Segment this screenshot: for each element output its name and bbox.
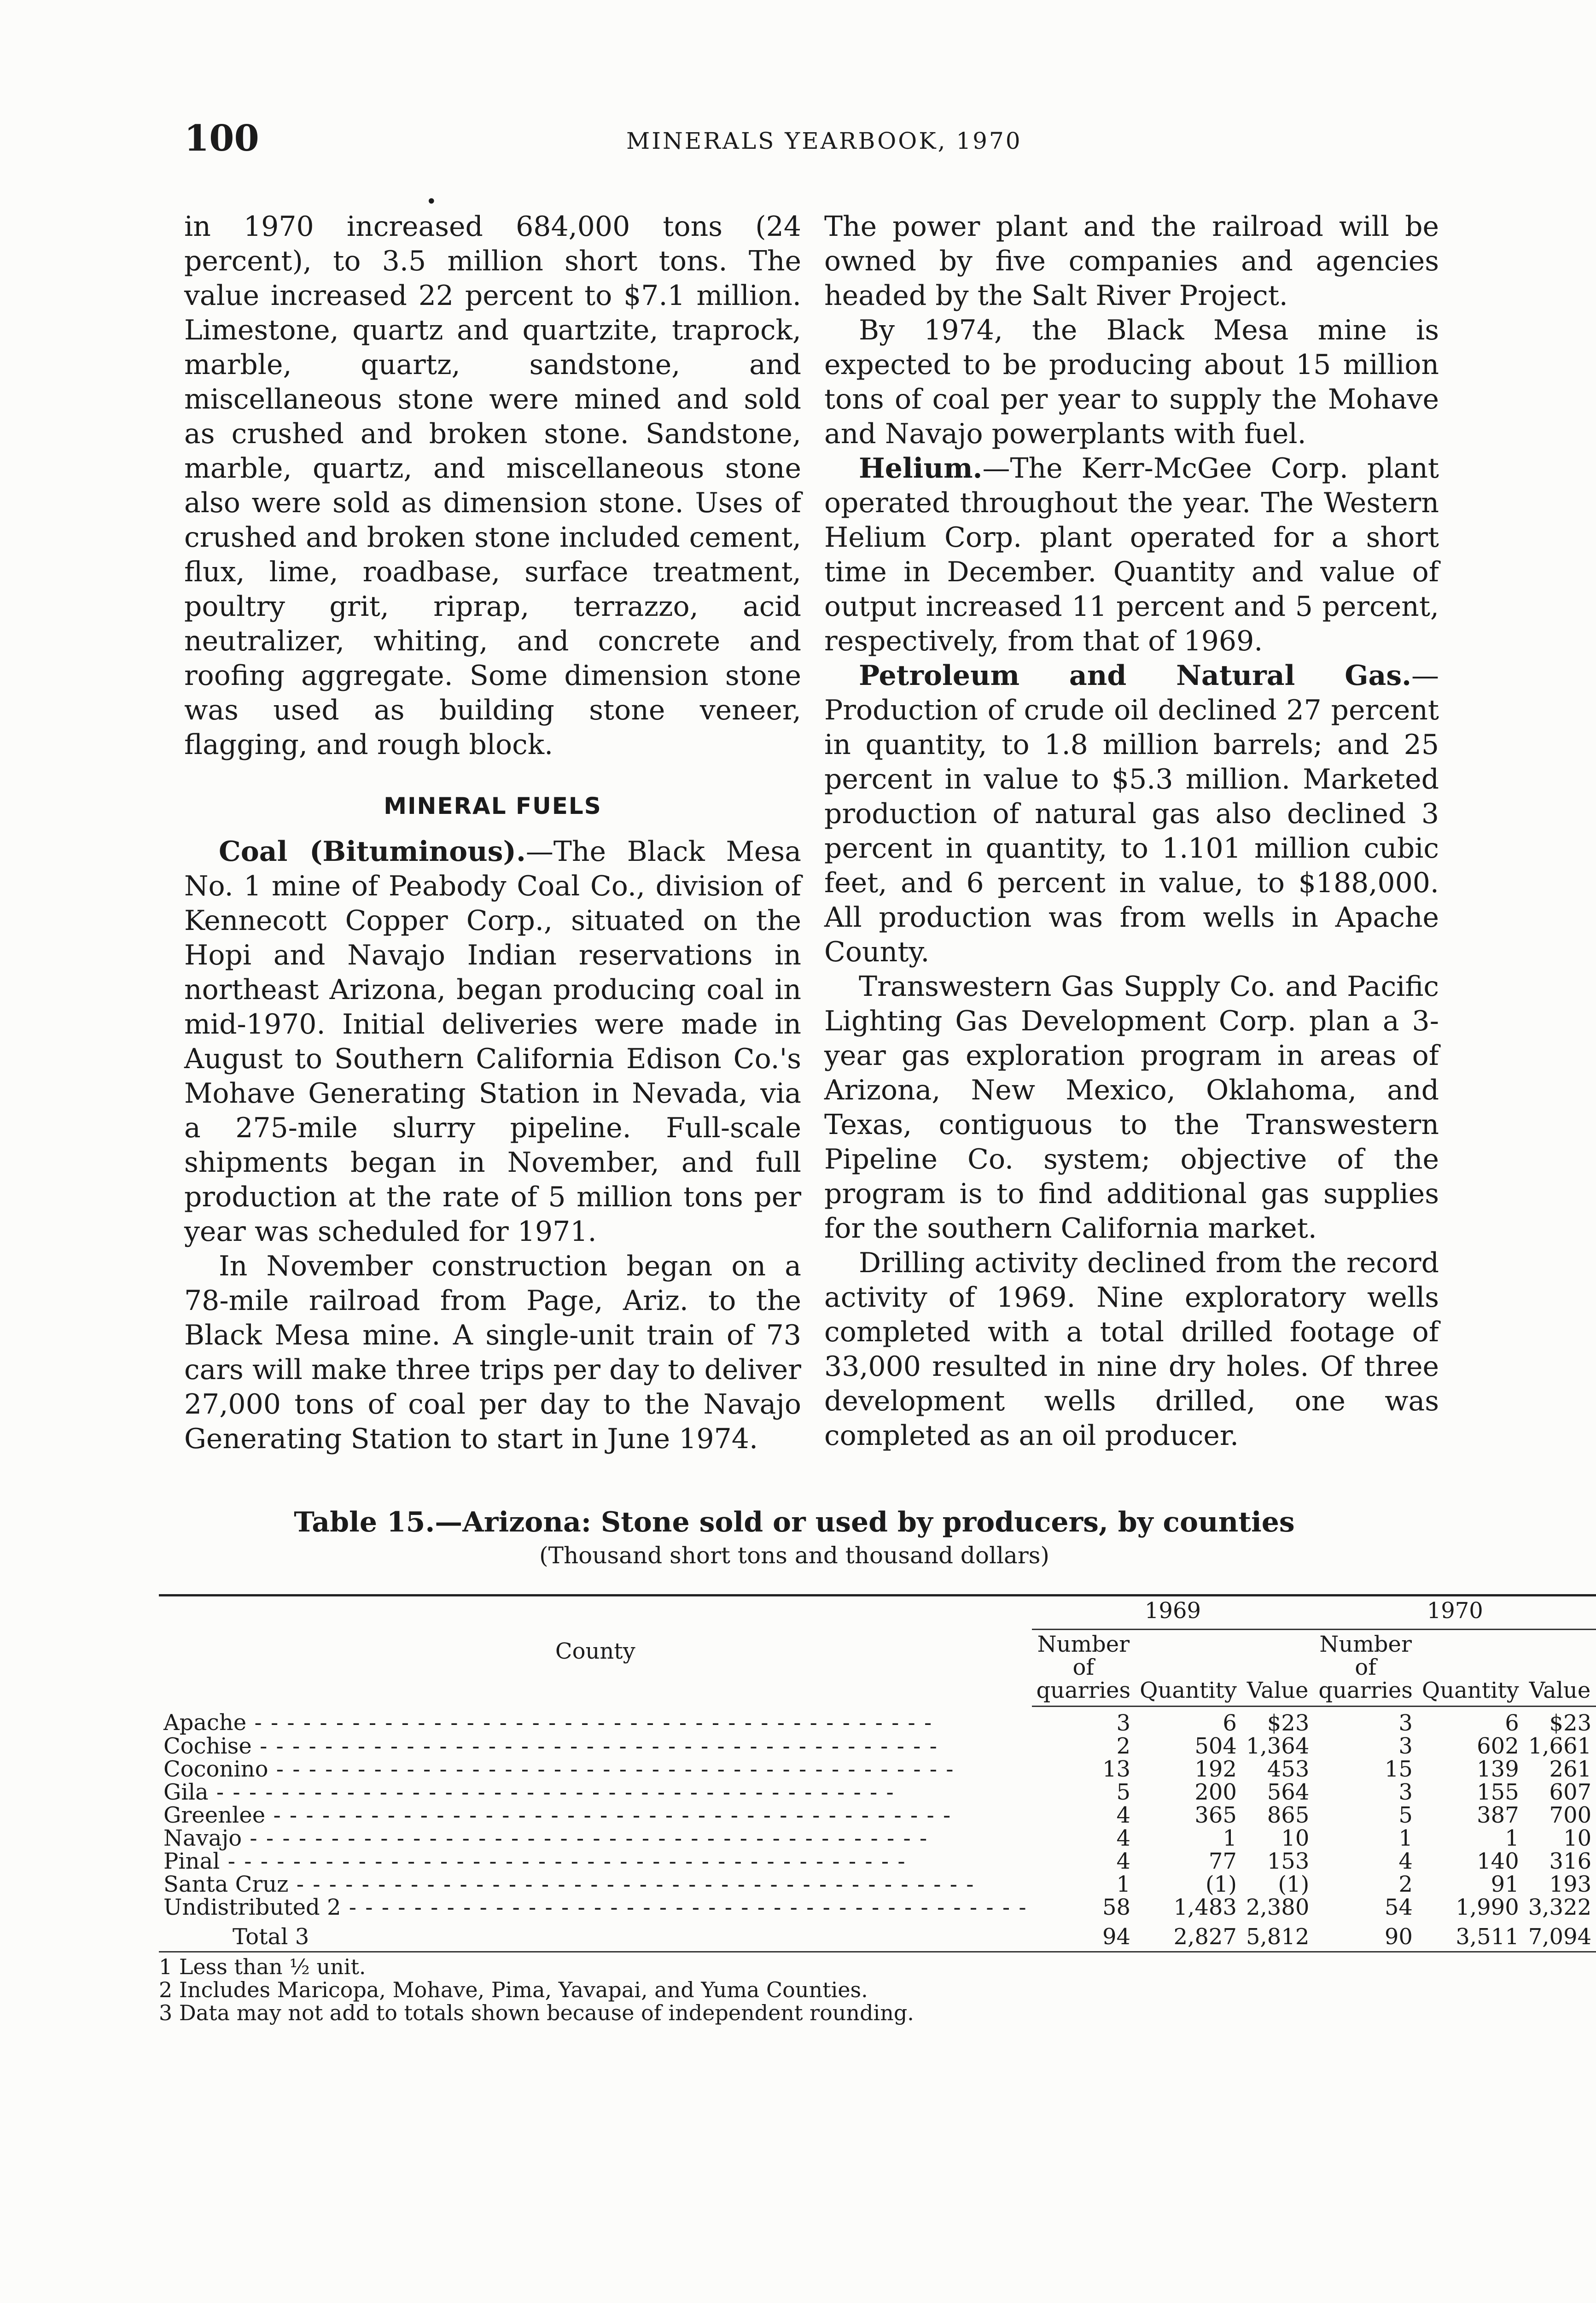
page-number: 100 — [184, 117, 259, 159]
table-cell: 200 — [1194, 1779, 1237, 1805]
table-cell: 387 — [1477, 1802, 1519, 1828]
left-column — [184, 210, 801, 1456]
table-cell: 1,661 — [1528, 1733, 1592, 1759]
quantity-header: Quantity — [1135, 1630, 1241, 1707]
table-cell: 77 — [1208, 1848, 1237, 1874]
section-heading: MINERAL FUELS — [384, 793, 602, 819]
paragraph: Drilling activity declined from the record activity of 1969. Nine exploratory wells completed with a total drilled footage of 33,000 resulted in nine dry holes. Of three development wells drilled, one was completed as an oil producer. — [824, 1247, 1439, 1452]
total-cell: 2,827 — [1135, 1919, 1241, 1952]
table-cell: 13 — [1102, 1756, 1131, 1782]
table-cell: 3 — [1398, 1779, 1413, 1805]
table-cell: 15 — [1384, 1756, 1413, 1782]
county-cell: Cochise - - - — [159, 1735, 1032, 1758]
table-row — [159, 1707, 1596, 1735]
table-cell: 564 — [1267, 1779, 1310, 1805]
table-cell: 3 — [1398, 1733, 1413, 1759]
paragraph: Transwestern Gas Supply Co. and Pacific Lighting Gas Development Corp. plan a 3-year gas exploration program in areas of Arizona, New Mexico, Oklahoma, and Texas, contiguous to the Transwestern Pipeline Co. system; objective of the program is to find additional gas supplies for the southern California market. — [824, 970, 1439, 1245]
paragraph-helium — [824, 451, 1439, 659]
paragraph-text: —The Black Mesa No. 1 mine of Peabody Coal Co., division of Kennecott Copper Corp., situated on the Hopi and Navajo Indian reservations in northeast Arizona, began producing coal in mid-1970. Initial deliveries were made in August to Southern California Edison Co.'s Mohave Generating Station in Nevada, via a 275-mile slurry pipeline. Full-scale shipments began in November, and full production at the rate of 5 million tons per year was scheduled for 1971. — [184, 836, 801, 1248]
total-cell: 7,094 — [1524, 1919, 1596, 1952]
table-15 — [159, 1506, 1592, 2025]
table-cell: 365 — [1194, 1802, 1237, 1828]
number-header: Number of quarries — [1032, 1630, 1136, 1707]
paragraph-text: —The Kerr-McGee Corp. plant operated throughout the year. The Western Helium Corp. plant operated for a short time in December. Quantity and value of output increased 11 percent and 5 percent, respectively, from that of 1969. — [824, 452, 1439, 657]
table-cell: 1 — [1505, 1825, 1519, 1851]
paragraph-petroleum — [824, 659, 1439, 970]
table-cell: 140 — [1477, 1848, 1519, 1874]
paragraph: The power plant and the railroad will be owned by five companies and agencies headed by the Salt River Project. — [824, 210, 1439, 312]
footnotes — [159, 1955, 1430, 2024]
table-cell: 1,483 — [1173, 1894, 1237, 1920]
table-cell: 2,380 — [1246, 1894, 1310, 1920]
table-cell: 700 — [1549, 1802, 1592, 1828]
table-cell: 5 — [1116, 1779, 1131, 1805]
county-cell: Greenlee - - - — [159, 1804, 1032, 1827]
county-cell: Gila - - - — [159, 1781, 1032, 1804]
table-cell: 153 — [1267, 1848, 1310, 1874]
table-cell: 3,322 — [1528, 1894, 1592, 1920]
table-row — [159, 1804, 1596, 1827]
table-cell: 1 — [1116, 1871, 1131, 1897]
table-cell: 261 — [1549, 1756, 1592, 1782]
year-1970-header: 1970 — [1314, 1596, 1596, 1630]
table-row — [159, 1873, 1596, 1896]
county-cell: Pinal - - - — [159, 1850, 1032, 1873]
county-cell: Apache - - - — [159, 1707, 1032, 1735]
bullet-mark: • — [426, 191, 437, 212]
table-title: Table 15.—Arizona: Stone sold or used by producers, by counties — [294, 1506, 1295, 1538]
running-title: MINERALS YEARBOOK, 1970 — [626, 128, 1022, 154]
table-cell: 865 — [1267, 1802, 1310, 1828]
table-subtitle: (Thousand short tons and thousand dollars) — [539, 1542, 1049, 1569]
table-cell: 6 — [1505, 1710, 1519, 1736]
table-cell: 54 — [1384, 1894, 1413, 1920]
paragraph-text: —Production of crude oil declined 27 percent in quantity, to 1.8 million barrels; and 25 percent in value to $5.3 million. Marketed production of natural gas also declined 3 percent in quantity, to 1.101 million cubic feet, and 6 percent in value, to $188,000. All production was from wells in Apache County. — [824, 660, 1439, 968]
paragraph: By 1974, the Black Mesa mine is expected to be producing about 15 million tons of coal per year to supply the Mohave and Navajo powerplants with fuel. — [824, 314, 1439, 450]
county-cell: Coconino - - - — [159, 1758, 1032, 1781]
value-header: Value — [1524, 1630, 1596, 1707]
table-cell: 1 — [1223, 1825, 1237, 1851]
table-cell: 6 — [1223, 1710, 1237, 1736]
table-row — [159, 1758, 1596, 1781]
county-cell: Undistributed 2 - - - — [159, 1896, 1032, 1919]
table-cell: 2 — [1398, 1871, 1413, 1897]
table-cell: 91 — [1491, 1871, 1519, 1897]
table-cell: 453 — [1267, 1756, 1310, 1782]
footnote: 2 Includes Maricopa, Mohave, Pima, Yavapai, and Yuma Counties. — [159, 1977, 868, 2002]
table-cell: 58 — [1102, 1894, 1131, 1920]
footnote: 1 Less than ½ unit. — [159, 1954, 366, 1979]
table-cell: 4 — [1398, 1848, 1413, 1874]
county-header: County — [159, 1596, 1032, 1707]
run-in-heading: Coal (Bituminous). — [219, 836, 526, 868]
county-cell: Navajo - - - — [159, 1827, 1032, 1850]
paragraph: In November construction began on a 78-mile railroad from Page, Ariz. to the Black Mesa mine. A single-unit train of 73 cars will make three trips per day to deliver 27,000 tons of coal per day to the Navajo Generating Station to start in June 1974. — [184, 1250, 801, 1455]
table-cell: (1) — [1278, 1871, 1310, 1897]
run-in-heading: Helium. — [859, 452, 983, 485]
table-cell: 607 — [1549, 1779, 1592, 1805]
table-row — [159, 1896, 1596, 1919]
total-cell: 90 — [1314, 1919, 1417, 1952]
page-header — [184, 117, 1427, 173]
year-1969-header: 1969 — [1032, 1596, 1314, 1630]
paragraph: in 1970 increased 684,000 tons (24 percent), to 3.5 million short tons. The value increased 22 percent to $7.1 million. Limestone, quartz and quartzite, traprock, marble, quartz, sandstone, and miscellaneous stone were mined and sold as crushed and broken stone. Sandstone, marble, quartz, and miscellaneous stone also were sold as dimension stone. Uses of crushed and broken stone included cement, flux, lime, roadbase, surface treatment, poultry grit, riprap, terrazzo, acid neutralizer, whiting, and concrete and roofing aggregate. Some dimension stone was used as building stone veneer, flagging, and rough block. — [184, 210, 801, 761]
total-cell: 3,511 — [1417, 1919, 1524, 1952]
table-cell: 3 — [1116, 1710, 1131, 1736]
stone-table — [159, 1594, 1596, 1952]
table-cell: 4 — [1116, 1825, 1131, 1851]
total-row — [159, 1919, 1596, 1952]
table-row — [159, 1781, 1596, 1804]
table-cell: 10 — [1563, 1825, 1592, 1851]
table-cell: 2 — [1116, 1733, 1131, 1759]
total-cell: 5,812 — [1241, 1919, 1314, 1952]
total-cell: 94 — [1032, 1919, 1136, 1952]
table-cell: 1 — [1398, 1825, 1413, 1851]
table-row — [159, 1827, 1596, 1850]
right-column — [824, 210, 1439, 1453]
table-cell: 1,990 — [1456, 1894, 1519, 1920]
table-cell: 193 — [1549, 1871, 1592, 1897]
table-cell: (1) — [1205, 1871, 1237, 1897]
table-body — [159, 1707, 1596, 1952]
table-cell: $23 — [1267, 1710, 1310, 1736]
footnote: 3 Data may not add to totals shown because of independent rounding. — [159, 2000, 914, 2025]
quantity-header: Quantity — [1417, 1630, 1524, 1707]
number-header: Number of quarries — [1314, 1630, 1417, 1707]
run-in-heading: Petroleum and Natural Gas. — [859, 660, 1411, 692]
table-cell: 192 — [1194, 1756, 1237, 1782]
table-cell: $23 — [1549, 1710, 1592, 1736]
paragraph-coal — [184, 835, 801, 1249]
table-cell: 602 — [1477, 1733, 1519, 1759]
value-header: Value — [1241, 1630, 1314, 1707]
table-cell: 155 — [1477, 1779, 1519, 1805]
table-cell: 5 — [1398, 1802, 1413, 1828]
table-cell: 4 — [1116, 1802, 1131, 1828]
county-cell: Santa Cruz - - - — [159, 1873, 1032, 1896]
table-row — [159, 1850, 1596, 1873]
table-cell: 3 — [1398, 1710, 1413, 1736]
table-cell: 316 — [1549, 1848, 1592, 1874]
table-cell: 4 — [1116, 1848, 1131, 1874]
table-cell: 1,364 — [1246, 1733, 1310, 1759]
table-cell: 10 — [1281, 1825, 1310, 1851]
total-label: Total 3 — [159, 1919, 1032, 1952]
table-cell: 139 — [1477, 1756, 1519, 1782]
table-row — [159, 1735, 1596, 1758]
table-cell: 504 — [1194, 1733, 1237, 1759]
